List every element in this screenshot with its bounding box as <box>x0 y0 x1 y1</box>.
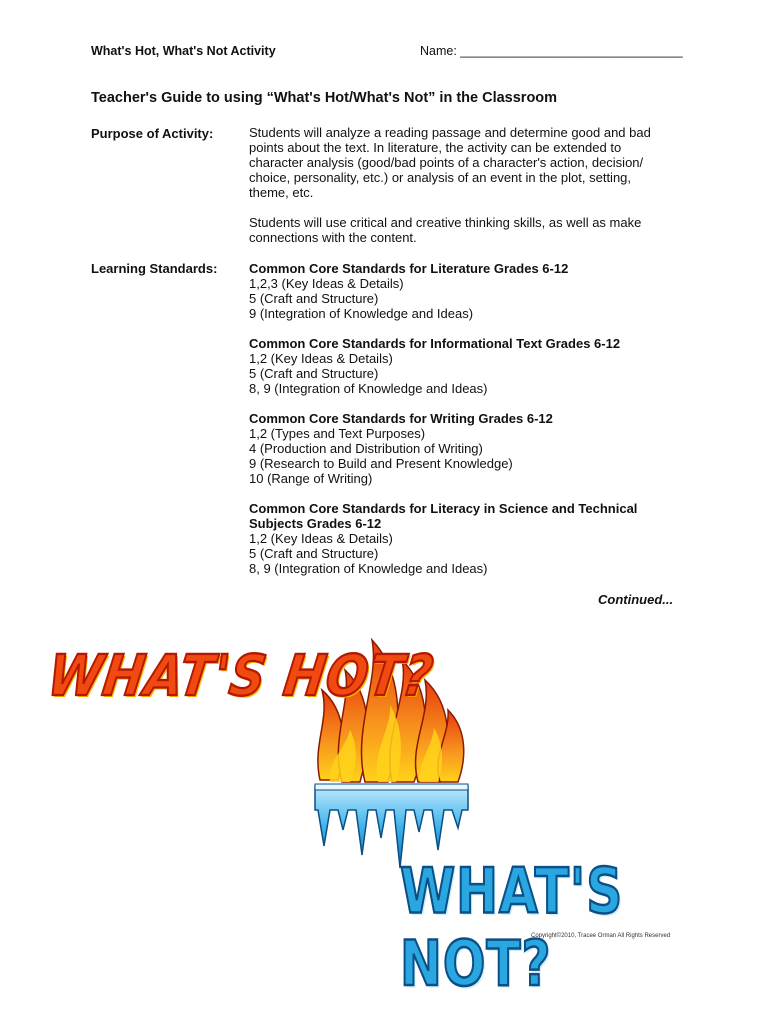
purpose-line: character analysis (good/bad points of a character's action, decision/ <box>249 155 644 170</box>
purpose-line: Students will use critical and creative thinking skills, as well as make <box>249 215 642 230</box>
standard-group-title: Subjects Grades 6-12 <box>249 516 382 531</box>
standard-item: 4 (Production and Distribution of Writing) <box>249 441 483 456</box>
standards-list <box>249 261 689 576</box>
standard-group-title: Common Core Standards for Literature Grades 6-12 <box>249 261 569 276</box>
standard-item: 5 (Craft and Structure) <box>249 546 379 561</box>
standard-item: 1,2 (Key Ideas & Details) <box>249 531 393 546</box>
standard-item: 8, 9 (Integration of Knowledge and Ideas) <box>249 561 488 576</box>
standard-item: 1,2,3 (Key Ideas & Details) <box>249 276 404 291</box>
purpose-line: choice, personality, etc.) or analysis of an event in the plot, setting, <box>249 170 632 185</box>
standard-item: 8, 9 (Integration of Knowledge and Ideas) <box>249 381 488 396</box>
standard-item: 5 (Craft and Structure) <box>249 366 379 381</box>
standards-label: Learning Standards: <box>91 261 218 276</box>
standard-item: 1,2 (Types and Text Purposes) <box>249 426 426 441</box>
standard-item: 5 (Craft and Structure) <box>249 291 379 306</box>
standard-group-title: Common Core Standards for Writing Grades 6-12 <box>249 411 553 426</box>
page-title: Teacher's Guide to using “What's Hot/What's Not” in the Classroom <box>91 90 558 106</box>
header-name-field: Name: ________________________________ <box>420 44 683 58</box>
purpose-text <box>249 125 689 245</box>
purpose-line: theme, etc. <box>249 185 314 200</box>
standard-group-title: Common Core Standards for Informational Text Grades 6-12 <box>249 336 621 351</box>
purpose-line: connections with the content. <box>249 230 417 245</box>
purpose-line: Students will analyze a reading passage and determine good and bad <box>249 125 651 140</box>
standard-item: 9 (Integration of Knowledge and Ideas) <box>249 306 474 321</box>
whats-not-heading: WHAT'S NOT? <box>400 855 624 1000</box>
purpose-label: Purpose of Activity: <box>91 126 214 141</box>
copyright-notice: Copyright©2010, Tracee Orman All Rights Reserved <box>531 933 671 939</box>
standard-group-title: Common Core Standards for Literacy in Science and Technical <box>249 501 638 516</box>
standard-item: 9 (Research to Build and Present Knowledge) <box>249 456 513 471</box>
standard-item: 1,2 (Key Ideas & Details) <box>249 351 393 366</box>
header-activity-title: What's Hot, What's Not Activity <box>91 44 276 58</box>
purpose-line: points about the text. In literature, the activity can be extended to <box>249 140 622 155</box>
whats-hot-heading: WHAT'S HOT? <box>43 643 438 709</box>
standard-item: 10 (Range of Writing) <box>249 471 373 486</box>
continued-note: Continued... <box>598 592 674 607</box>
